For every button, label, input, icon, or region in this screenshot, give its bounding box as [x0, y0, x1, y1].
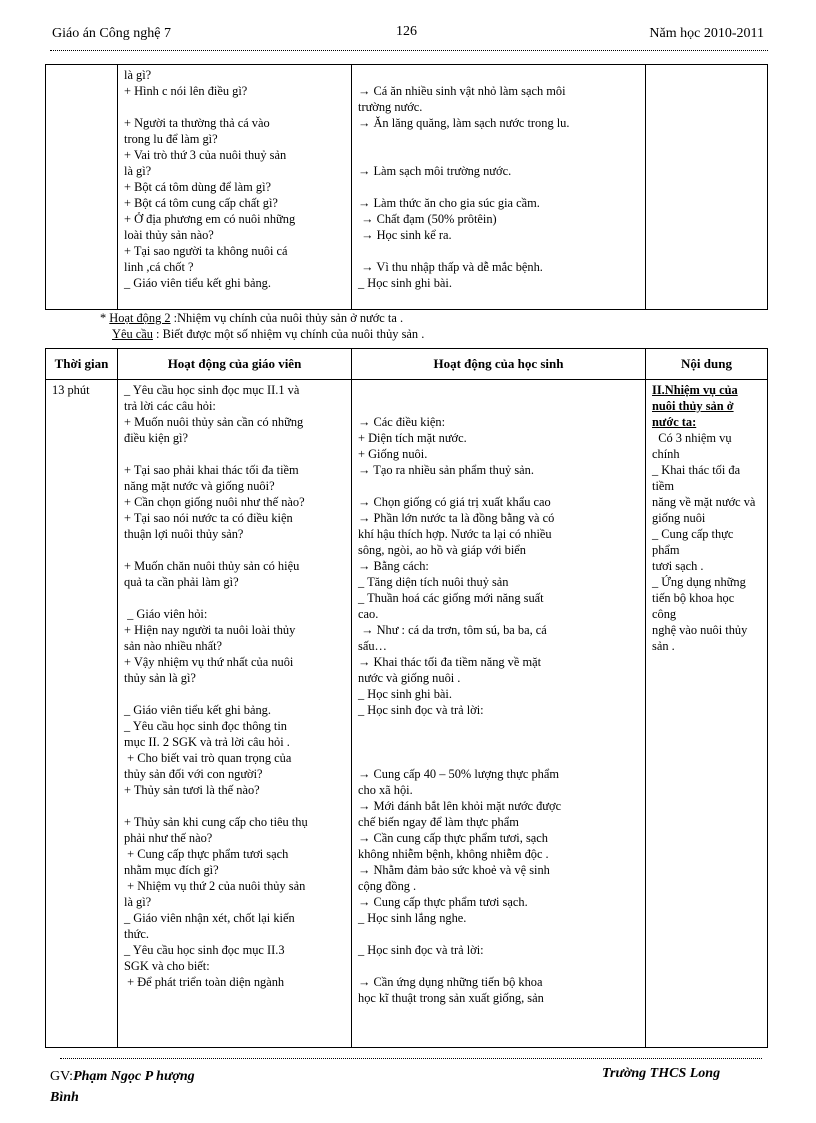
header-content: Nội dung	[646, 349, 768, 380]
activity-label: Hoạt động 2	[109, 311, 171, 325]
header-school-year: Năm học 2010-2011	[649, 26, 764, 41]
requirement-label: Yêu cầu	[112, 327, 153, 341]
footer-teacher-name: Phạm Ngọc P hượng	[73, 1069, 195, 1084]
student-activity-cell: → Cá ăn nhiều sinh vật nhỏ làm sạch môi trường nước. → Ăn lăng quăng, làm sạch nước trong lu. → Làm sạch môi trường nước. → Làm thức ăn cho gia súc gia cầm. → Chất đạm (50% prôtêin) → Học sinh kể ra. → Vì thu nhập thấp và dễ mắc bệnh. _ Học sinh ghi bài.	[352, 65, 646, 310]
activity-text: :Nhiệm vụ chính của nuôi thủy sản ở nước ta .	[170, 311, 404, 325]
footer-gv-label: GV:	[50, 1069, 74, 1084]
table-header-row	[46, 349, 768, 380]
content-cell	[646, 65, 768, 310]
footer-teacher-name-cont: Bình	[50, 1090, 79, 1105]
activity-requirement	[112, 327, 424, 342]
student-activity-cell: → Các điều kiện: + Diện tích mặt nước. + Giống nuôi. → Tạo ra nhiều sản phẩm thuỷ sản. → Chọn giống có giá trị xuất khẩu cao → Phần lớn nước ta là đồng bằng và có khí hậu thích hợp. Nước ta lại có nhiều sông, ngòi, ao hồ và giáp với biển → Bằng cách: _ Tăng diện tích nuôi thuỷ sản _ Thuần hoá các giống mới năng suất cao. → Như : cá da trơn, tôm sú, ba ba, cá sấu… → Khai thác tối đa tiềm năng về mặt nước và giống nuôi . _ Học sinh ghi bài. _ Học sinh đọc và trả lời: → Cung cấp 40 – 50% lượng thực phẩm cho xã hội. → Mới đánh bắt lên khỏi mặt nước được chế biến ngay để làm thực phẩm → Cần cung cấp thực phẩm tươi, sạch không nhiễm bệnh, không nhiễm độc . → Nhằm đảm bảo sức khoẻ và vệ sinh cộng đồng . → Cung cấp thực phẩm tươi sạch. _ Học sinh lắng nghe. _ Học sinh đọc và trả lời: → Cần ứng dụng những tiến bộ khoa học kĩ thuật trong sản xuất giống, sản	[352, 380, 646, 1048]
footer-school: Trường THCS Long	[602, 1066, 721, 1081]
teacher-activity-cell: là gì? + Hình c nói lên điều gì? + Người ta thường thả cá vào trong lu để làm gì? + Vai trò thứ 3 của nuôi thuỷ sản là gì? + Bột cá tôm dùng để làm gì? + Bột cá tôm cung cấp chất gì? + Ở địa phương em có nuôi những loài thủy sản nào? + Tại sao người ta không nuôi cá linh ,cá chốt ? _ Giáo viên tiểu kết ghi bảng.	[118, 65, 352, 310]
time-cell: 13 phút	[46, 380, 118, 1048]
content-cell	[646, 380, 768, 1048]
table-row	[46, 65, 768, 310]
header-student: Hoạt động của học sinh	[352, 349, 646, 380]
activity-heading	[100, 311, 403, 326]
lesson-table-continued	[45, 64, 768, 310]
content-body: Có 3 nhiệm vụ chính _ Khai thác tối đa tiềm năng về mặt nước và giống nuôi _ Cung cấp thực phẩm tươi sạch . _ Ứng dụng những tiến bộ khoa học công nghệ vào nuôi thủy sản .	[652, 431, 756, 653]
teacher-activity-cell: _ Yêu cầu học sinh đọc mục II.1 và trả lời các câu hỏi: + Muốn nuôi thủy sản cần có những điều kiện gì? + Tại sao phải khai thác tối đa tiềm năng mặt nước và giống nuôi? + Cần chọn giống nuôi như thế nào? + Tại sao nói nước ta có điều kiện thuận lợi nuôi thủy sản? + Muốn chăn nuôi thủy sản có hiệu quả ta cần phải làm gì? _ Giáo viên hỏi: + Hiện nay người ta nuôi loài thủy sản nào nhiều nhất? + Vậy nhiệm vụ thứ nhất của nuôi thủy sản là gì? _ Giáo viên tiểu kết ghi bảng. _ Yêu cầu học sinh đọc thông tin mục II. 2 SGK và trả lời câu hỏi . + Cho biết vai trò quan trọng của thủy sản đối với con người? + Thủy sản tươi là thế nào? + Thủy sản khi cung cấp cho tiêu thụ phải như thế nào? + Cung cấp thực phẩm tươi sạch nhằm mục đích gì? + Nhiệm vụ thứ 2 của nuôi thủy sản là gì? _ Giáo viên nhận xét, chốt lại kiến thức. _ Yêu cầu học sinh đọc mục II.3 SGK và cho biết: + Để phát triển toàn diện ngành	[118, 380, 352, 1048]
requirement-text: : Biết được một số nhiệm vụ chính của nuôi thủy sản .	[152, 327, 425, 341]
lesson-table	[45, 348, 768, 1048]
table-row	[46, 380, 768, 1048]
footer-teacher	[50, 1066, 195, 1108]
header-subject: Giáo án Công nghệ 7	[52, 26, 171, 41]
page-header	[50, 24, 768, 51]
header-page-number: 126	[396, 24, 417, 39]
footer-divider	[60, 1058, 762, 1059]
content-title: II.Nhiệm vụ của nuôi thủy sản ở nước ta:	[652, 383, 738, 429]
activity-star: *	[100, 311, 110, 325]
header-time: Thời gian	[46, 349, 118, 380]
time-cell	[46, 65, 118, 310]
header-teacher: Hoạt động của giáo viên	[118, 349, 352, 380]
